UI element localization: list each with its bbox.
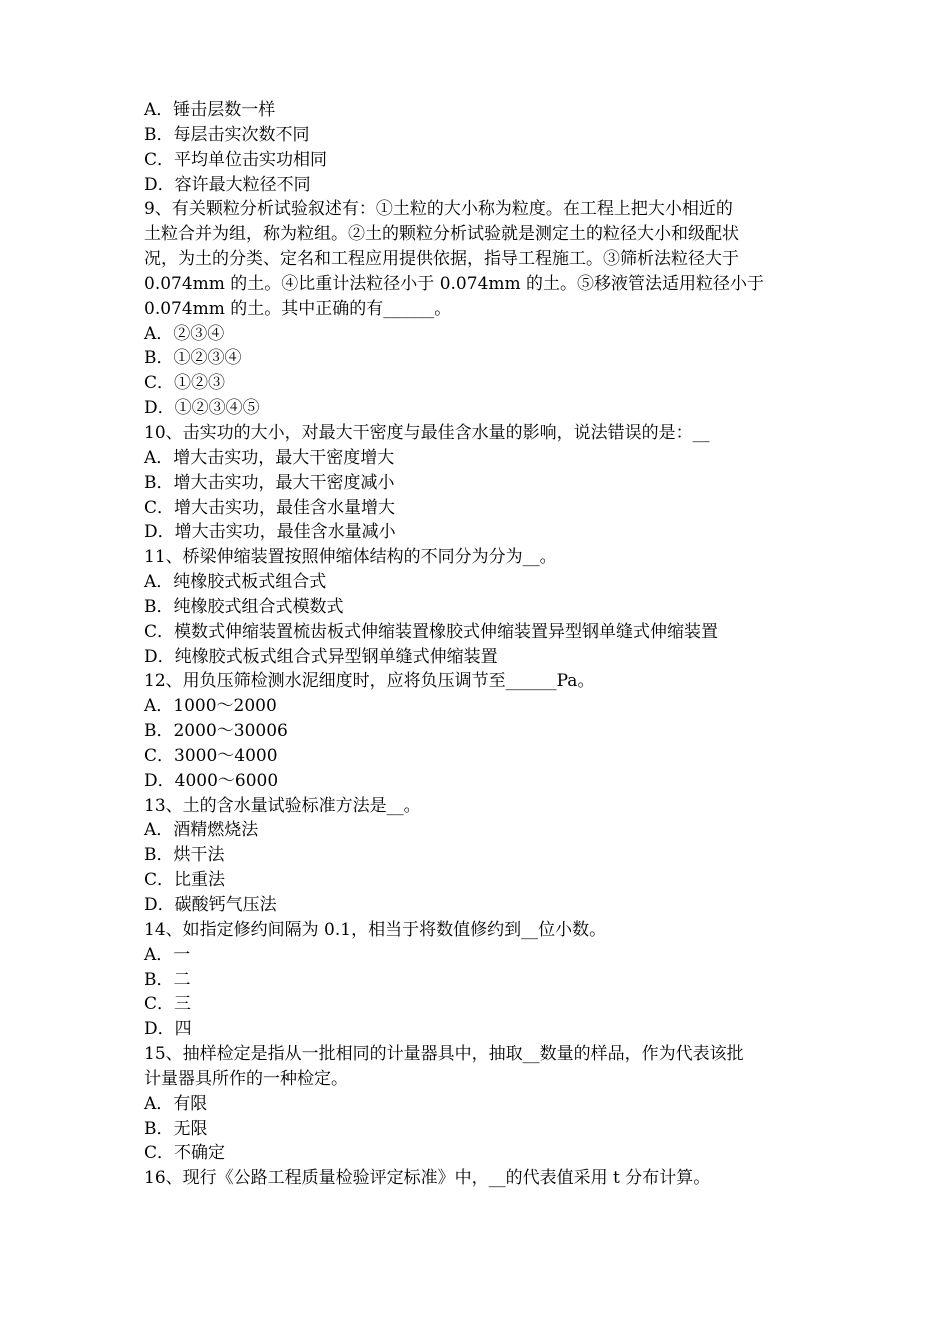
text-line: D．①②③④⑤ — [144, 398, 260, 419]
text-line: B．①②③④ — [144, 348, 242, 369]
text-line: 11、桥梁伸缩装置按照伸缩体结构的不同分为分为__。 — [144, 547, 557, 568]
text-line: A．一 — [144, 944, 191, 965]
text-line: C．比重法 — [144, 870, 226, 891]
text-line: 10、击实功的大小，对最大干密度与最佳含水量的影响，说法错误的是：__ — [144, 422, 710, 443]
text-line: 9、有关颗粒分析试验叙述有：①土粒的大小称为粒度。在工程上把大小相近的 — [144, 199, 733, 220]
text-line: A．锤击层数一样 — [144, 100, 276, 120]
text-line: C．平均单位击实功相同 — [144, 149, 328, 170]
text-line: 14、如指定修约间隔为 0.1，相当于将数值修约到__位小数。 — [144, 919, 607, 940]
text-line: D．增大击实功，最佳含水量减小 — [144, 522, 396, 543]
text-line: D．碳酸钙气压法 — [144, 895, 277, 915]
text-line: D．容许最大粒径不同 — [144, 174, 311, 195]
text-line: A．纯橡胶式板式组合式 — [144, 572, 327, 593]
text-line: D．纯橡胶式板式组合式异型钢单缝式伸缩装置 — [144, 646, 498, 667]
text-line: A．增大击实功，最大干密度增大 — [144, 447, 395, 468]
text-line: B．纯橡胶式组合式模数式 — [144, 596, 344, 617]
text-line: C．三 — [144, 994, 192, 1015]
text-line: 0.074mm 的土。④比重计法粒径小于 0.074mm 的土。⑤移液管法适用粒径小于 — [144, 273, 765, 294]
document-page — [144, 98, 824, 1191]
text-line: B．增大击实功，最大干密度减小 — [144, 472, 395, 493]
text-line: 13、土的含水量试验标准方法是__。 — [144, 795, 421, 816]
text-line: D．四 — [144, 1019, 192, 1040]
text-line: 15、抽样检定是指从一批相同的计量器具中，抽取__数量的样品，作为代表该批 — [144, 1044, 744, 1065]
text-line: A．酒精燃烧法 — [144, 820, 259, 841]
text-line: B．每层击实次数不同 — [144, 124, 310, 145]
text-line: C．增大击实功，最佳含水量增大 — [144, 497, 396, 518]
text-line: 况，为土的分类、定名和工程应用提供依据，指导工程施工。③筛析法粒径大于 — [144, 249, 739, 270]
text-line: C．3000～4000 — [144, 745, 278, 766]
text-line: A．1000～2000 — [144, 696, 277, 717]
text-line: 16、现行《公路工程质量检验评定标准》中，__的代表值采用 t 分布计算。 — [144, 1168, 711, 1189]
text-line: D．4000～6000 — [144, 770, 279, 791]
text-line: 0.074mm 的土。其中正确的有______。 — [144, 298, 452, 319]
text-line: C．不确定 — [144, 1143, 226, 1164]
text-line: C．①②③ — [144, 373, 226, 394]
text-line: B．烘干法 — [144, 845, 225, 866]
text-line: 计量器具所作的一种检定。 — [144, 1068, 348, 1089]
text-line: B．二 — [144, 969, 191, 990]
text-line: A．有限 — [144, 1093, 208, 1114]
text-line: A．②③④ — [144, 323, 225, 344]
text-line: B．2000～30006 — [144, 721, 288, 742]
text-line: 土粒合并为组，称为粒组。②土的颗粒分析试验就是测定土的粒径大小和级配状 — [144, 224, 739, 245]
text-line: 12、用负压筛检测水泥细度时，应将负压调节至______Pa。 — [144, 671, 595, 692]
text-line: B．无限 — [144, 1118, 208, 1139]
text-line: C．模数式伸缩装置梳齿板式伸缩装置橡胶式伸缩装置异型钢单缝式伸缩装置 — [144, 621, 719, 642]
